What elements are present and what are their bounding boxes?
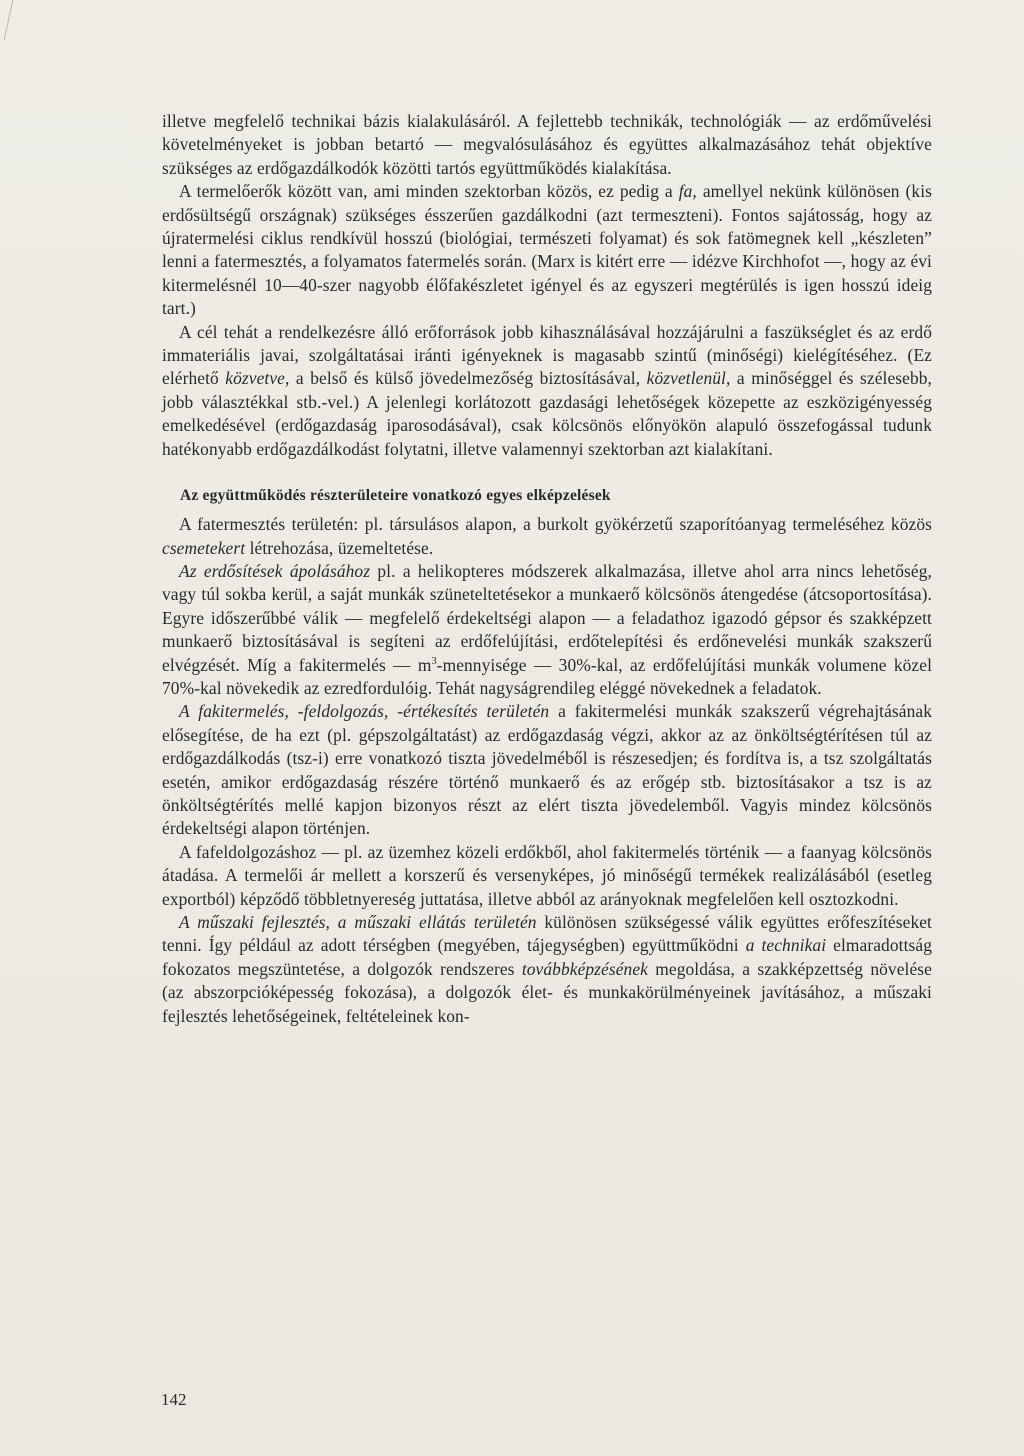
paragraph-3-text-c: a minőséggel és szélesebb, jobb választékkal stb.-vel.) A jelenlegi korlátozott gazdasági lehetőségek közepette az eszközigényesség emelkedésével (erdőgazdaság iparosodásával), csak kölcsönös előnyökön alapuló összefogással tudunk hatékonyabb erdőgazdálkodást folytatni, illetve valamennyi szektorban azt kialakítani. [162,368,933,459]
paragraph-4-text-b: létrehozása, üzemeltetése. [245,537,434,558]
paragraph-8-text-a: különösen szükségessé válik együttes erőfeszítéseket tenni. Így például az adott térségben (megyében, tájegységben) együttműködni [162,912,932,956]
paragraph-8 [162,911,932,1028]
paragraph-8-text-b: elmaradottság fokozatos megszüntetése, a dolgozók rendszeres [162,935,932,979]
paragraph-3-emphasis-2: közvetlenül, [646,368,731,389]
paragraph-2-text-b: amellyel nekünk különösen (kis erdősültségű országnak) szükséges ésszerűen gazdálkodni (azt termeszteni). Fontos sajátosság, hogy az újratermelési ciklus rendkívül hosszú (biológiai, természeti folyamat) és sok fatömegnek kell „készleten” lenni a fatermesztés, a folyamatos fatermelés során. (Marx is kitért erre — idézve Kirchhofot —, hogy az évi kitermelésnél 10—40-szer nagyobb élőfakészletet igényel és az egyszeri megtérülés is igen hosszú ideig tart.) [162,181,932,319]
paragraph-4 [162,513,932,560]
paragraph-3-text-a: A cél tehát a rendelkezésre álló erőforrások jobb kihasználásával hozzájárulni a faszükséglet és az erdő immateriális javai, szolgáltatásai iránti igényeknek is magasabb szintű (minőségi) kielégítéséhez. (Ez elérhető [162,321,932,389]
paragraph-4-emphasis: csemetekert [162,537,246,558]
page-number: 142 [161,1390,187,1409]
paragraph-6 [162,700,932,840]
paragraph-5-text-c: -kal, az erdőfelújítási munkák volumene közel 70 [162,654,933,698]
paragraph-5-percent-1: % [576,654,591,675]
paragraph-8-emphasis-1: A műszaki fejlesztés, a műszaki ellátás területén [179,912,537,932]
paragraph-5-percent-2: % [179,677,195,698]
paragraph-2-text-a: A termelőerők között van, ami minden szektorban közös, ez pedig a [179,181,679,202]
page-edge-mark [0,0,13,40]
paragraph-5-text-b: -mennyisége — 30 [436,654,577,675]
paragraph-8-text-c: megoldása, a szakképzettség növelése (az abszorpcióképesség fokozása), a dolgozók élet- és munkakörülményeinek javításához, a műszaki fejlesztés lehetőségeinek, feltételeinek kon- [162,958,932,1026]
paragraph-4-text-a: A fatermesztés területén: pl. társulásos alapon, a burkolt gyökérzetű szaporítóanyag termeléséhez közös [179,514,932,535]
paragraph-5-emphasis: Az erdősítések ápolásához [179,560,371,581]
paragraph-3 [162,321,932,461]
paragraph-2 [162,180,932,320]
paragraph-5-text-a: pl. a helikopteres módszerek alkalmazása, illetve ahol arra nincs lehetőség, vagy túl sokba kerül, a saját munkák szüneteltetésekor a munkaerő kölcsönös átengedése (átcsoportosítása). Egyre időszerűbbé válik — megfelelő érdekeltségi alapon — a feladathoz igazodó gépsor és szakképzett munkaerő biztosításával is segíteni az erdőfelújítási, erdőtelepítési és erdőnevelési munkák szakszerű elvégzését. Míg a fakitermelés — m [162,560,932,675]
paragraph-6-emphasis: A fakitermelés, -feldolgozás, -értékesítés területén [179,701,550,722]
paragraph-8-emphasis-2: a technikai [745,935,827,956]
paragraph-5-text-d: -kal növekedik az ezredfordulóig. Tehát nagyságrendileg eléggé növekednek a feladatok. [194,677,822,698]
paragraph-3-text-b: a belső és külső jövedelmezőség biztosításával, [289,368,647,389]
paragraph-6-text: a fakitermelési munkák szakszerű végrehajtásának elősegítése, de ha ezt (pl. gépszolgáltatást) az erdőgazdaság végzi, akkor az az önköltségtérítésen túl az erdőgazdálkodás (tsz-i) erre vonatkozó tiszta jövedelméből is részesedjen; és fordítva is, a tsz szolgáltatás esetén, amikor erdőgazdaság részére történő munkaerő és az erőgép stb. biztosításakor a tsz is az önköltségtérítés mellé kapjon bizonyos részt az elért tiszta jövedelemből. Vagyis mindez kölcsönös érdekeltségi alapon történjen. [162,701,932,839]
paragraph-1: illetve megfelelő technikai bázis kialakulásáról. A fejlettebb technikák, technológiák — az erdőművelési követelményeket is jobban betartó — megvalósulásához és együttes alkalmazásához tehát objektíve szükséges az erdőgazdálkodók közötti tartós együttműködés kialakítása. [162,111,932,178]
paragraph-8-emphasis-3: továbbképzésének [521,958,648,979]
paragraph-5-superscript-1: 3 [431,655,437,667]
paragraph-2-emphasis: fa, [678,181,697,202]
paragraph-5 [162,560,932,700]
paragraph-7: A fafeldolgozáshoz — pl. az üzemhez közeli erdőkből, ahol fakitermelés történik — a faanyag kölcsönös átadása. A termelői ár mellett a korszerű és versenyképes, jó minőségű termékek realizálásából (esetleg exportból) képződő többletnyereség juttatása, illetve abból az arányoknak megfelelően kell osztozkodni. [162,841,932,909]
paragraph-3-emphasis-1: közvetve, [225,368,290,389]
text-column [162,110,932,1028]
section-heading: Az együttműködés részterületeire vonatkozó egyes elképzelések [180,487,611,505]
